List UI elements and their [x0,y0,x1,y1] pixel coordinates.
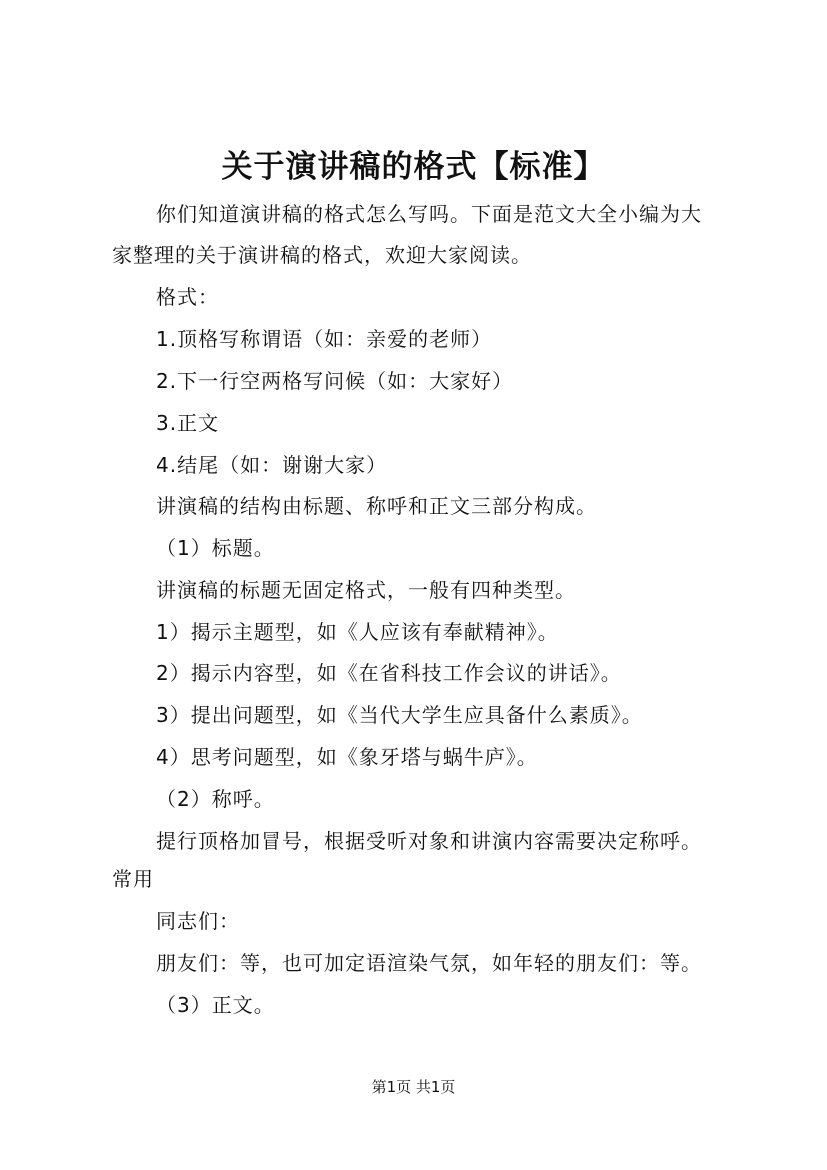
section-heading-body: （3）正文。 [156,993,275,1017]
paragraph-title-type-4: 4）思考问题型，如《象牙塔与蜗牛庐》。 [156,745,538,769]
paragraph-salutation-example-2: 朋友们：等，也可加定语渲染气氛，如年轻的朋友们：等。 [156,951,702,975]
paragraph-format-item-4: 4.结尾（如：谢谢大家） [156,453,388,477]
section-heading-title: （1）标题。 [156,536,275,560]
paragraph-title-types: 讲演稿的标题无固定格式，一般有四种类型。 [156,578,576,602]
paragraph-title-type-2: 2）揭示内容型，如《在省科技工作会议的讲话》。 [156,661,622,685]
document-title: 关于演讲稿的格式【标准】 [221,149,606,185]
paragraph-structure: 讲演稿的结构由标题、称呼和正文三部分构成。 [156,494,597,518]
paragraph-salutation-line-2: 常用 [112,867,154,891]
paragraph-title-type-3: 3）提出问题型，如《当代大学生应具备什么素质》。 [156,703,643,727]
paragraph-format-item-3: 3.正文 [156,411,220,435]
paragraph-format-item-2: 2.下一行空两格写问候（如：大家好） [156,369,514,393]
paragraph-intro-line-2: 家整理的关于演讲稿的格式，欢迎大家阅读。 [112,243,532,267]
paragraph-intro-line-1: 你们知道演讲稿的格式怎么写吗。下面是范文大全小编为大 [156,202,702,226]
section-heading-salutation: （2）称呼。 [156,787,275,811]
paragraph-salutation-example-1: 同志们： [156,909,240,933]
page-footer: 第1页 共1页 [371,1078,456,1096]
paragraph-format-item-1: 1.顶格写称谓语（如：亲爱的老师） [156,327,493,351]
paragraph-format-heading: 格式： [156,285,219,309]
paragraph-salutation-line-1: 提行顶格加冒号，根据受听对象和讲演内容需要决定称呼。 [156,829,702,853]
paragraph-title-type-1: 1）揭示主题型，如《人应该有奉献精神》。 [156,620,559,644]
